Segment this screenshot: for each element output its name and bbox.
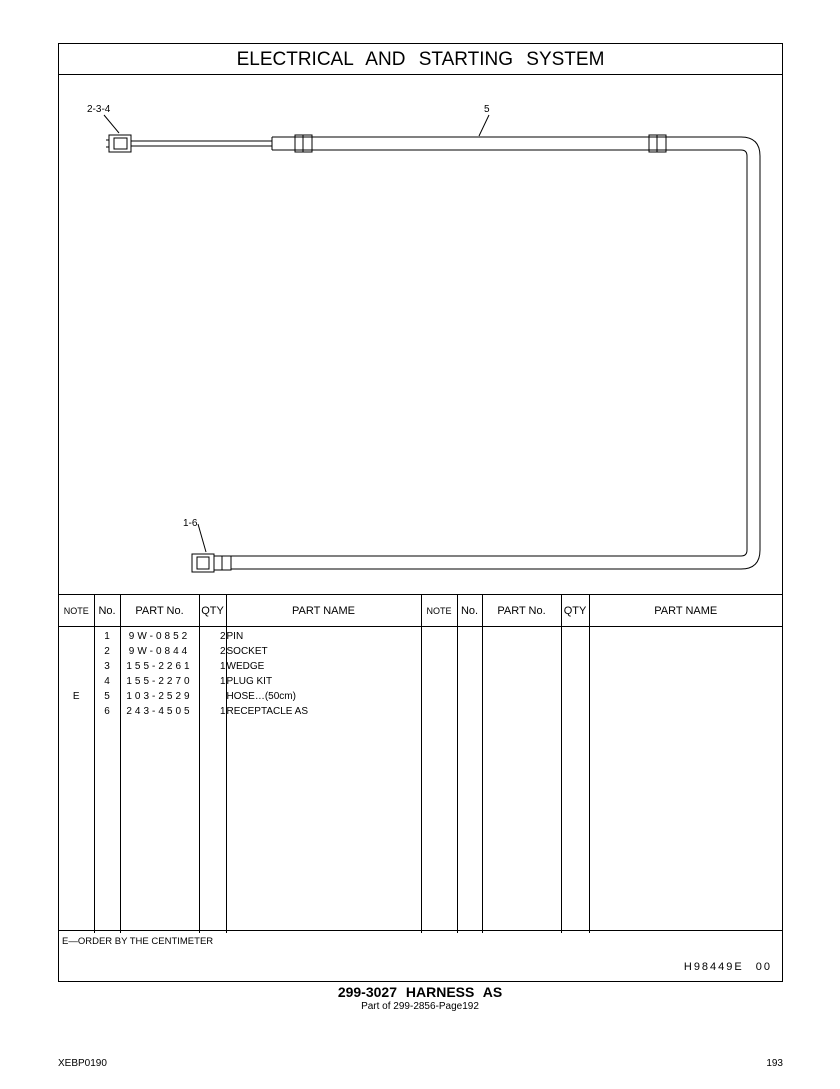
part-no-column xyxy=(120,627,199,934)
table-cell: E xyxy=(72,691,80,702)
qty-column xyxy=(199,627,226,934)
no-column-2 xyxy=(457,627,482,934)
illustration-number: H98449E xyxy=(683,961,744,973)
table-cell: PLUG KIT xyxy=(226,676,273,687)
illustration-revision: 00 xyxy=(755,961,772,973)
table-cell: 1 xyxy=(219,676,226,687)
header-part-no-2: PART No. xyxy=(482,595,561,627)
figure-caption xyxy=(0,984,840,1013)
table-cell: 1 xyxy=(104,631,110,642)
header-part-name-2: PART NAME xyxy=(589,595,782,627)
table-cell: 3 xyxy=(104,661,110,672)
table-cell: SOCKET xyxy=(226,646,268,657)
table-cell xyxy=(59,674,94,689)
table-cell: 2 xyxy=(219,631,226,642)
no-column xyxy=(94,627,120,934)
page-frame xyxy=(58,43,783,982)
table-cell xyxy=(59,659,94,674)
table-cell xyxy=(200,689,226,704)
table-cell: 5 xyxy=(104,691,110,702)
table-cell: 155-2270 xyxy=(126,676,193,687)
header-part-no: PART No. xyxy=(120,595,199,627)
illustration-code xyxy=(672,961,772,973)
header-no-2: No. xyxy=(457,595,482,627)
header-part-name: PART NAME xyxy=(226,595,421,627)
table-cell: 2 xyxy=(219,646,226,657)
header-note-2: NOTE xyxy=(421,595,457,627)
table-cell: 103-2529 xyxy=(126,691,193,702)
table-cell xyxy=(59,704,94,719)
page-title: ELECTRICAL AND STARTING SYSTEM xyxy=(59,44,782,75)
table-cell: 9W-0844 xyxy=(128,646,191,657)
header-qty: QTY xyxy=(199,595,226,627)
part-name-column xyxy=(226,627,421,934)
table-header-row xyxy=(59,595,782,627)
page-number: 193 xyxy=(766,1058,783,1069)
table-cell: RECEPTACLE AS xyxy=(226,706,309,717)
part-name-column-2 xyxy=(589,627,782,934)
header-qty-2: QTY xyxy=(561,595,589,627)
table-cell: 1 xyxy=(219,661,226,672)
table-cell: 1 xyxy=(219,706,226,717)
table-cell xyxy=(59,629,94,644)
table-cell: 4 xyxy=(104,676,110,687)
header-note: NOTE xyxy=(59,595,94,627)
table-cell: 243-4505 xyxy=(126,706,193,717)
table-cell: 6 xyxy=(104,706,110,717)
parts-table xyxy=(59,594,782,933)
note-column-2 xyxy=(421,627,457,934)
qty-column-2 xyxy=(561,627,589,934)
callout-5: 5 xyxy=(484,104,490,115)
part-no-column-2 xyxy=(482,627,561,934)
table-cell: 2 xyxy=(104,646,110,657)
table-cell: WEDGE xyxy=(226,661,265,672)
table-cell: PIN xyxy=(226,631,244,642)
harness-diagram xyxy=(59,75,782,637)
document-id: XEBP0190 xyxy=(58,1058,107,1069)
table-cell xyxy=(59,644,94,659)
table-cell: 155-2261 xyxy=(126,661,193,672)
caption-subtitle: Part of 299-2856-Page192 xyxy=(361,1001,479,1012)
callout-2-3-4: 2-3-4 xyxy=(87,104,111,115)
table-cell: HOSE…(50cm) xyxy=(226,691,296,702)
caption-title: 299-3027 HARNESS AS xyxy=(337,984,503,1000)
table-cell: 9W-0852 xyxy=(128,631,191,642)
note-column xyxy=(59,627,94,934)
header-no: No. xyxy=(94,595,120,627)
footnote: E—ORDER BY THE CENTIMETER xyxy=(59,930,782,955)
table-body-row xyxy=(59,627,782,934)
callout-1-6: 1-6 xyxy=(183,518,198,529)
